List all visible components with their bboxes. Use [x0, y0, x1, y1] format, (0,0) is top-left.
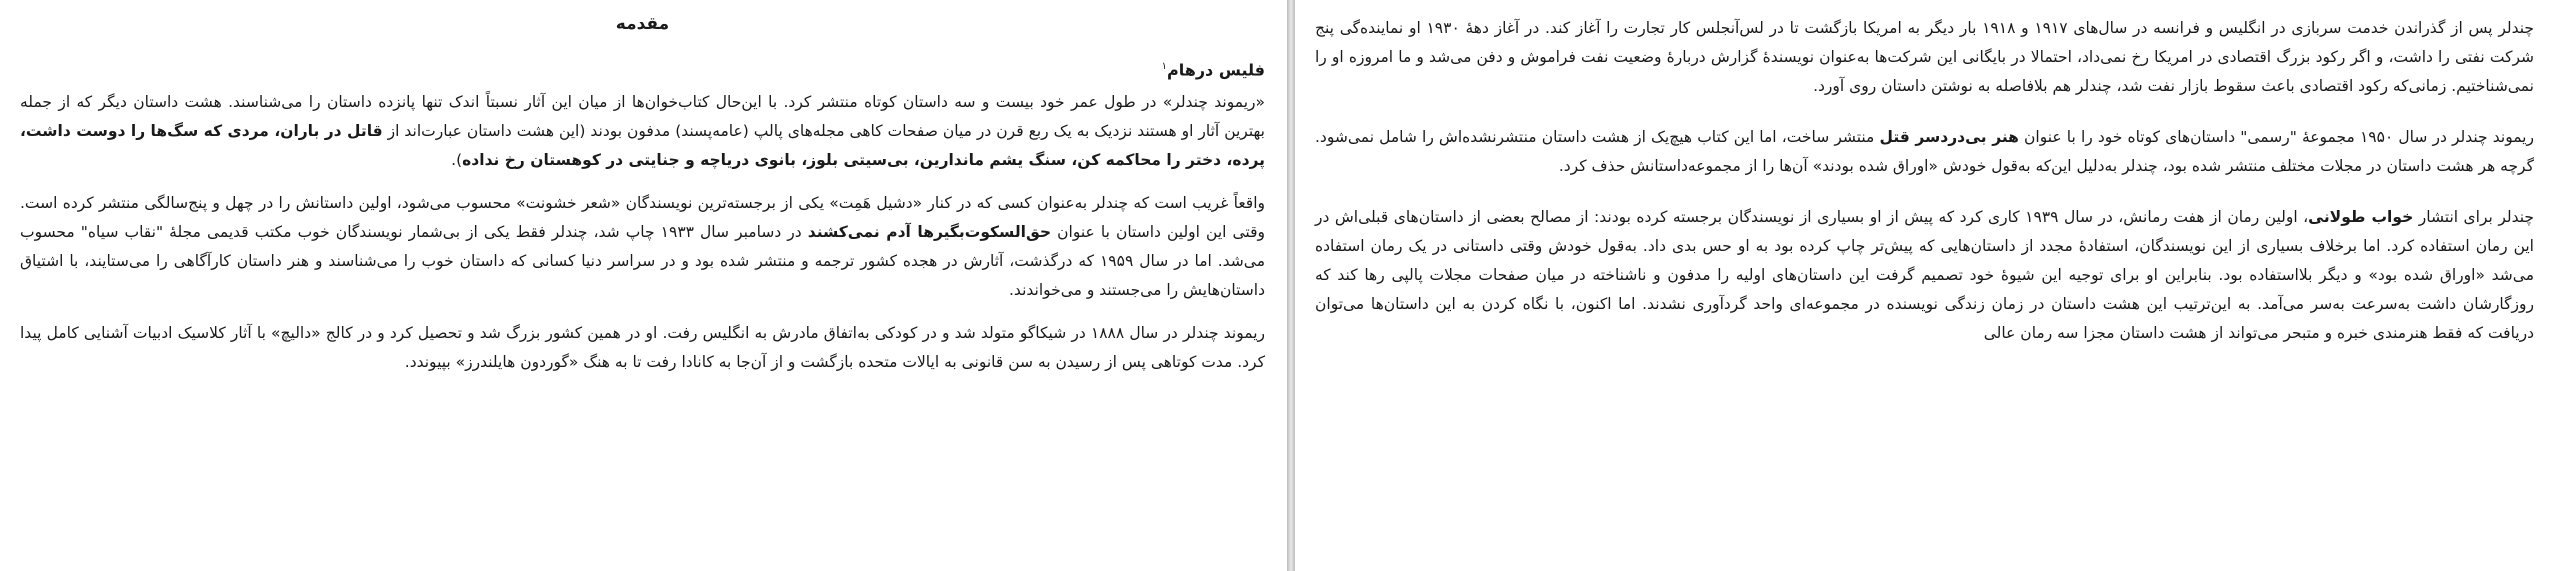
text-run: منتشر ساخت، اما این کتاب هیچ‌یک از هشت داستان منتشرنشده‌اش را شامل نمی‌شود. گرچه هر هشت داستان در مجلات مختلف منتشر شده بود، چندلر به‌دلیل این‌که به‌قول خودش «اوراق شده بودند» آن‌ها را از مجموعه‌داستانش حذف کرد.	[1315, 128, 2534, 175]
chapter-title: مقدمه	[615, 14, 670, 34]
bold-text-run: قاتل در باران، مردی که سگ‌ها را دوست داشت، پرده، دختر را محاکمه کن، سنگ یشم ماندارین، بی‌سیتی بلوز، بانوی دریاچه و جنایتی در کوهستان رخ نداده	[20, 122, 1265, 170]
footnote-mark: ۱	[1161, 61, 1168, 72]
bold-text-run: هنر بی‌دردسر قتل	[1879, 128, 2019, 146]
text-run: ریموند چندلر در سال ۱۹۵۰ مجموعهٔ "رسمی" داستان‌های کوتاه خود را با عنوان	[2018, 128, 2534, 146]
right-page	[1295, 0, 2560, 571]
paragraph	[1315, 203, 2534, 348]
paragraph	[1315, 123, 2534, 181]
bold-text-run: خواب طولانی	[2308, 208, 2414, 226]
text-run: ، اولین رمان از هفت رمانش، در سال ۱۹۳۹ کاری کرد که پیش از او بسیاری از نویسندگان برجسته کرده بودند: از مصالح بعضی از داستان‌های قبلی‌اش در این رمان استفاده کرد. اما برخلاف بسیاری از این نویسندگان، استفادهٔ مجدد از داستان‌هایی که پیش‌تر چاپ کرده بود به او حس بدی داد. به‌قول خودش وقتی داستانی در یک رمان استفاده می‌شد «اوراق شده بود» و دیگر بلااستفاده بود. بنابراین او برای توجیه این شیوهٔ خود تصمیم گرفت این داستان‌های اولیه را مدفون و ناشناخته در میان صفحات مجلات پالپی رها کند که روزگارشان داشت به‌سرعت به‌سر می‌آمد. به این‌ترتیب این هشت داستان در زمان زندگی نویسنده در مجموعه‌ای واحد گردآوری نشدند. اما اکنون، با نگاه کردن به این داستان‌ها می‌توان دریافت که فقط هنرمندی خبره و متبحر می‌تواند از هشت داستان مجزا سه رمان عالی	[1315, 208, 2534, 342]
author-name	[20, 52, 1265, 84]
author-name-text: فلیس درهام	[1167, 60, 1265, 80]
text-run: چندلر برای انتشار	[2413, 208, 2535, 226]
paragraph: چندلر پس از گذراندن خدمت سربازی در انگلیس و فرانسه در سال‌های ۱۹۱۷ و ۱۹۱۸ بار دیگر به امریکا بازگشت تا در لس‌آنجلس کار تجارت را آغاز کند. در آغاز دههٔ ۱۹۳۰ او نماینده‌گی پنج شرکت نفتی را داشت، و اگر رکود بزرگ اقتصادی در امریکا رخ نمی‌داد، احتمالا در بایگانی این شرکت‌ها به‌عنوان نویسندهٔ گزارش دربارهٔ وضعیت نفت فراموش و دفن می‌شد و ما امروزه او را نمی‌شناختیم. زمانی‌که رکود اقتصادی باعث سقوط بازار نفت شد، چندلر هم بلافاصله به نوشتن داستان روی آورد.	[1315, 19, 2534, 95]
text-run: ).	[451, 151, 463, 170]
paragraph	[20, 189, 1265, 305]
text-run: در دسامبر سال ۱۹۳۳ چاپ شد، چندلر فقط یکی از بی‌شمار نویسندگان خوب مکتب قدیمی مجلهٔ "نقاب سیاه" محسوب می‌شد. اما در سال ۱۹۵۹ که درگذشت، آثارش در هجده کشور ترجمه و منتشر شده بود و در سراسر دنیا کسانی که داستان خوب را می‌شناسند و هنر داستان کارآگاهی را می‌ستایند، با اشتیاق داستان‌هایش را می‌جستند و می‌خواندند.	[20, 223, 1266, 300]
bold-text-run: حق‌السکوت‌بگیرها آدم نمی‌کشند	[807, 223, 1052, 242]
paragraph	[20, 88, 1265, 175]
text-run: «ریموند چندلر» در طول عمر خود بیست و سه داستان کوتاه منتشر کرد. با این‌حال کتاب‌خوان‌ها از میان این آثار نسبتاً اندک تنها پانزده داستان را می‌شناسند. هشت داستان دیگر که از جمله بهترین آثار او هستند نزدیک به یک ربع قرن در میان صفحات کاهی مجله‌های پالپ (عامه‌پسند) مدفون بودند (این هشت داستان عبارت‌اند از	[20, 93, 1265, 141]
text-run: واقعاً غریب است که چندلر به‌عنوان کسی که در کنار «دشیل هَمِت» یکی از برجسته‌ترین نویسندگان «شعر خشونت» محسوب می‌شود، اولین داستانش را در چهل و پنج‌سالگی منتشر کرده است. وقتی این اولین داستان با عنوان	[20, 194, 1265, 242]
paragraph: ریموند چندلر در سال ۱۸۸۸ در شیکاگو متولد شد و در کودکی به‌اتفاق مادرش به انگلیس رفت. او در همین کشور بزرگ شد و تحصیل کرد و در کالج «دالیچ» با آثار کلاسیک ادبیات آشنایی کامل پیدا کرد. مدت کوتاهی پس از رسیدن به سن قانونی به ایالات متحده بازگشت و از آن‌جا به کانادا رفت تا به هنگ «گوردون هایلندرز» بپیوندد.	[20, 324, 1265, 372]
page-gutter	[1287, 0, 1295, 571]
